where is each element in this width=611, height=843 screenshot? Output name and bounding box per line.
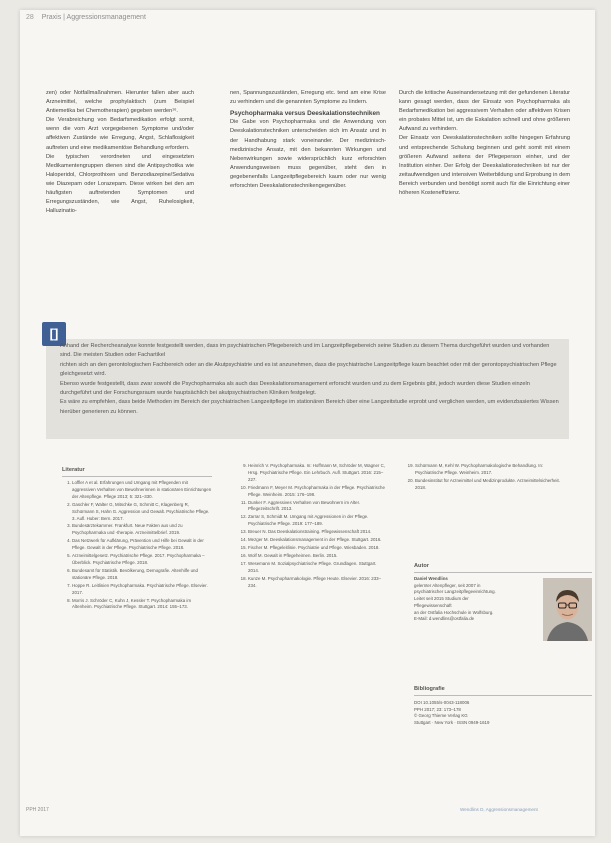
body-column-1 — [46, 89, 194, 216]
reference-item: 5. Arzneimittelgesetz. Psychiatrische Pflege. 2017. Psychopharmaka – Überblick. Psychiatrische Pflege. 2018. — [72, 553, 212, 567]
bibliography-info — [414, 700, 564, 727]
bibliography-line: © Georg Thieme Verlag KG — [414, 713, 468, 719]
references-column-2 — [238, 463, 388, 590]
page-number: 28 — [26, 14, 34, 21]
footer-citation: Wendlins D, Aggressionsmanagement — [460, 807, 538, 812]
summary-bracket-icon: [] — [42, 322, 66, 346]
header-title: Praxis | Aggressionsmanagement — [41, 14, 146, 21]
body-column-3 — [399, 89, 570, 198]
summary-text — [60, 342, 560, 417]
summary-line: Anhand der Rechercheanalyse konnte festgestellt werden, dass im psychiatrischen Pflegebereich und im Langzeitpflegebereich seine Studien zu diesem Thema durchgeführt wurden und vorhanden sind. Die meisten Studien oder Fachartikel — [60, 343, 550, 359]
references-column-3 — [405, 463, 565, 493]
reference-item: 2. Gaschler F, Walter G, Mitschke G, Schmitt C, Klagenberg R, Schürmann S, Hahn G. Aggression und Gewalt. Psychiatrische Pflege. 3. Aufl. Huber: Bern. 2017. — [72, 502, 212, 523]
bibliography-line: Stuttgart · New York · ISSN 0949-1619 — [414, 720, 490, 726]
summary-line: richten sich an den gerontologischen Fachbereich oder an die Akutpsychiatrie und es ist anzunehmen, dass die psychiatrische Langzeitpflege kaum beachtet oder mit der gerontopsychiatrischen Pflege gleichgesetzt wird. — [60, 361, 557, 378]
reference-item: 3. Bundesärztekammer. Frankfurt. Neue Fakten aus und zu Psychopharmaka und -therapie. Arzneimittelbrief. 2019. — [72, 523, 212, 537]
reference-item: 8. Morris J. Schröder C, Kuhn J, Kessler T. Psychopharmaka im Altenheim. Psychiatrische Pflege. Stuttgart. 2014: 155–173. — [72, 598, 212, 612]
bibliography-title: Bibliografie — [414, 686, 445, 692]
author-line: Leitet seit 2015 Studium der Pflegewissenschaft — [414, 596, 469, 608]
author-email: E-Mail: d.wendlins@ostfalia.de — [414, 616, 475, 622]
reference-item: 9. Heinrich V. Psychopharmaka. In: Hoffmann M, Schröder M, Wagner C, Hrsg. Psychiatrische Pflege. Ein Lehrbuch. Aufl. Stuttgart. 2016: 215–227. — [248, 463, 388, 484]
reference-item: 16. Wolf M. Gewalt in Pflegeheimen. Berlin. 2015. — [248, 553, 388, 560]
running-header — [26, 14, 146, 21]
reference-item: 17. Wesemann M. Sozialpsychiatrische Pflege. Grundlagen. Stuttgart. 2014. — [248, 561, 388, 575]
author-title: Autor — [414, 563, 429, 569]
author-portrait-icon — [543, 578, 592, 641]
reference-item: 6. Bundesamt für Statistik. Bevölkerung, Demografie. Altenhilfe und stationäre Pflege. 2018. — [72, 568, 212, 582]
author-name: Daniel Wendlins — [414, 576, 448, 581]
body-column-2 — [230, 89, 386, 191]
author-line: gelernter Altenpfleger, seit 2007 in — [414, 582, 481, 588]
reference-item: 20. Bundesinstitut für Arzneimittel und Medizinprodukte. Arzneimittelsicherheit. 2018. — [415, 478, 565, 492]
bibliography-line: PPH 2017; 23: 173–178 — [414, 706, 461, 712]
col3-paragraph-1: Durch die kritische Auseinandersetzung mit der gefundenen Literatur kann gesagt werden, dass der Einsatz von Psychopharmaka als Bedarfsmedikation bei aggressivem Verhalten oder affektiven Krisen ein probates Mittel ist, um die Eskalation schnell und ohne größeren Aufwand zu verhindern. — [399, 90, 570, 133]
references-column-1 — [62, 480, 212, 612]
col2-body: Die Gabe von Psychopharmaka und die Anwendung von Deeskalationstechniken unterscheiden sich im Ansatz und in der Handhabung stark voneinander. Der medizinisch-medizinische Ansatz, mit den bekannten Wirkungen und Nebenwirkungen sowie widersprüchlich kurz erforschten Anwendungsweisen muss gegenüber, steht den in gegebenenfalls Langzeitpflegebereich kaum oder nur wenig erforschten Deeskalationstechnikengegenüber. — [230, 119, 386, 190]
author-line: psychiatrischer Langzeitpflegeeinrichtung. — [414, 589, 496, 595]
reference-item: 12. Zarrar S, Schmidt M. Umgang mit Aggressionen in der Pflege. Psychiatrische Pflege. 2019: 177–189. — [248, 514, 388, 528]
author-rule — [414, 572, 592, 573]
col1-paragraph-3: Die typischen verordneten und eingesetzten Medikamentengruppen dienen sind die Antipsychotika wie Haloperidol, Chlorprothixen und Benzodiazepine/Sedativa wie Diazepam oder Lorazepam. Diese wirken bei den am häufigsten auftretenden Symptomen und Erregungszuständen, wie Angst, Ruhelosigkeit, Halluzinatio- — [46, 153, 194, 215]
reference-item: 19. Schürmann M, Kehl W. Psychopharmakologische Behandlung. In: Psychiatrische Pflege. Weinheim. 2017. — [415, 463, 565, 477]
reference-item: 4. Das Netzwerk für Aufklärung, Prävention und Hilfe bei Gewalt in der Pflege. Gewalt in der Pflege. Psychiatrische Pflege. 2018. — [72, 538, 212, 552]
section-heading: Psychopharmaka versus Deeskalationstechniken — [230, 110, 380, 118]
col2-intro: nen, Spannungszuständen, Erregung etc. tend am eine Krise zu verhindern und die genannten Symptome zu lindern. — [230, 90, 386, 106]
reference-item: 7. Hoppe R. Leitlinien Psychopharmaka. Psychiatrische Pflege. Elsevier. 2017. — [72, 583, 212, 597]
bibliography-rule — [414, 695, 592, 696]
author-info — [414, 576, 504, 623]
reference-item: 10. Friedmann F, Meyer M. Psychopharmaka in der Pflege. Psychiatrische Pflege. Weinheim. 2015: 176–198. — [248, 485, 388, 499]
summary-line: Es wäre zu empfehlen, dass beide Methoden im Bereich der psychiatrischen Langzeitpflege im stationären Bereich über eine Langzeitstudie erprobt und verglichen werden, um evidenzbasiertes Wissen hierüber generieren zu können. — [60, 399, 559, 415]
footer-journal: PPH 2017 — [26, 807, 49, 813]
col3-paragraph-2: Der Einsatz von Deeskalationstechniken sollte hingegen Erfahrung und entsprechende Schulung beginnen und geht somit mit einem größeren Aufwand seitens der Pflegeperson einher, und der Institution einher. Der Erfolg der Deeskalationstechniken ist nur der zeitaufwendigen und intensiven Weiterbildung und Erprobung in dem Bereich verbunden und benötigt somit auch für die Einrichtung einer höheren Kosteneffizienz. — [399, 135, 570, 197]
author-line: an der Ostfalia Hochschule in Wolfsburg. — [414, 609, 494, 615]
col1-paragraph-1: zen) oder Notfallmaßnahmen. Hierunter fallen aber auch Arzneimittel, welche prophylaktisch (zum Beispiel Antiemetika bei Chemotherapien) gegeben werden¹⁶. — [46, 90, 194, 115]
col1-paragraph-2: Die Verabreichung von Bedarfsmedikation erfolgt somit, wenn die vom Arzt vorgegebenen Symptome und/oder affektiven Zustände wie Erregung, Angst, Schlaflosigkeit auftreten und eine medikamentöse Behandlung erfordern. — [46, 117, 194, 151]
references-rule — [62, 476, 212, 477]
bibliography-line: DOI 10.1055/s-0043-118006 — [414, 700, 470, 705]
summary-line: Ebenso wurde festgestellt, dass zwar sowohl die Psychopharmaka als auch das Deeskalationsmanagement erforscht wurden und zu dem Ergebnis gibt, jedoch wurden diese Studien einzeln durchgeführt und der Forschungsraum wurde hauptsächlich bei akutpsychiatrischen Kliniken festgelegt. — [60, 380, 530, 397]
author-photo — [543, 578, 592, 641]
reference-item: 11. Dunker F. Aggressives Verhalten von Bewohnern im Alter. Pflegezeitschrift. 2013. — [248, 500, 388, 514]
reference-item: 13. Breuer N. Das Deeskalationstraining. Pflegewissenschaft 2014. — [248, 529, 388, 536]
reference-item: 1. Loffler A et al. Erfahrungen und Umgang mit Pflegenden mit aggressiven Verhalten von Bewohnerinnen in stationären Einrichtungen der Altenpflege. Pflege 2013; 5: 321–330. — [72, 480, 212, 501]
references-title: Literatur — [62, 467, 85, 473]
reference-item: 18. Kunze M. Psychopharmakologie. Pflege Heute. Elsevier. 2016: 233–234. — [248, 576, 388, 590]
reference-item: 14. Mezger M. Deeskalationsmanagement in der Pflege. Stuttgart. 2016. — [248, 537, 388, 544]
reference-item: 15. Fischer M. Pflegeleitlinie. Psychiatrie und Pflege. Wiesbaden. 2018. — [248, 545, 388, 552]
